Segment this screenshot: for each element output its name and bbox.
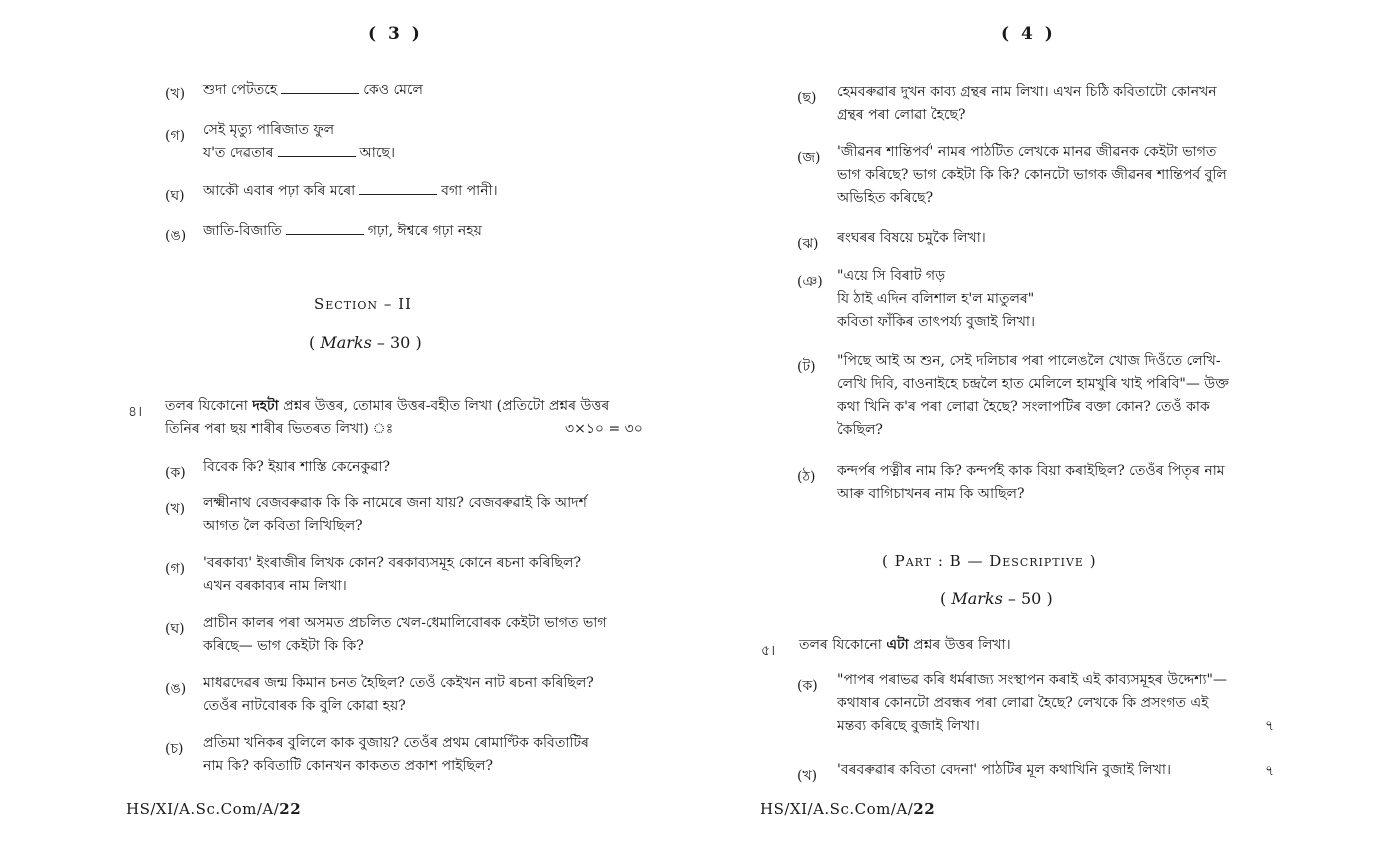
question-item: কন্দৰ্পৰ পত্নীৰ নাম কি? কন্দৰ্পই কাক বিয়া কৰাইছিল? তেওঁৰ পিতৃৰ নাম আৰু বাগিচাখনৰ নাম কি আছিল? [837, 463, 1225, 502]
item-label: (ঘ) [165, 621, 185, 637]
question-item: হেমবৰুৱাৰ দুখন কাব্য গ্ৰন্থৰ নাম লিখা। এখন চিঠি কবিতাটো কোনখন গ্ৰন্থৰ পৰা লোৱা হৈছে? [837, 84, 1217, 123]
question-item: লক্ষ্মীনাথ বেজবৰুৱাক কি কি নামেৰে জনা যায়? বেজবৰুৱাই কি আদৰ্শ আগত লৈ কবিতা লিখিছিল? [203, 495, 587, 534]
item-label: (গ) [165, 561, 186, 577]
question-item: 'বৰবৰুৱাৰ কবিতা বেদনা' পাঠটিৰ মূল কথাখিনি বুজাই লিখা। [837, 762, 1171, 778]
fill-in-item: আকৌ এবাৰ পঢ়া কৰি মৰো বগা পানী। [203, 183, 498, 199]
question-instruction: তলৰ যিকোনো এটা প্ৰশ্নৰ উত্তৰ লিখা। [799, 637, 1011, 653]
blank-line [281, 82, 359, 94]
question-item: বিবেক কি? ইয়াৰ শাস্তি কেনেকুৱা? [203, 459, 391, 475]
item-label: (ঙ) [165, 228, 187, 244]
item-label: (ঝ) [797, 236, 819, 252]
fill-in-item: সেই মৃত্যু পাৰিজাত ফুল য'ত দেৱতাৰ আছে। [203, 122, 395, 161]
fill-in-item: শুদা পেটতহে কেও মেলে [203, 82, 423, 98]
question-item: 'জীৱনৰ শান্তিপৰ্ব' নামৰ পাঠটিত লেখকে মানৱ জীৱনক কেইটা ভাগত ভাগ কৰিছে? ভাগ কেইটা কি কি? কোনটো ভাগক জীৱনৰ শান্তিপৰ্ব বুলি অভিহিত কৰিছে? [837, 144, 1227, 206]
question-item: "এয়ে সি বিৰাট গড় যি ঠাই এদিন বলিশাল হ'ল মাতুলৰ" কবিতা ফাঁকিৰ তাৎপৰ্য্য বুজাই লিখা। [837, 268, 1035, 330]
question-item: মাধৱদেৱৰ জন্ম কিমান চনত হৈছিল? তেওঁ কেইখন নাট ৰচনা কৰিছিল? তেওঁৰ নাটবোৰক কি বুলি কোৱা হয়? [203, 675, 594, 714]
page-number: ( 4 ) [1001, 24, 1056, 44]
item-label: (ক) [797, 678, 818, 694]
item-label: (চ) [165, 741, 184, 757]
part-marks: ( Marks – 50 ) [940, 589, 1053, 608]
item-label: (খ) [165, 501, 186, 517]
question-item: ৰংঘৰৰ বিষয়ে চমুকৈ লিখা। [837, 230, 986, 246]
part-title: ( Part : B — Descriptive ) [882, 552, 1097, 570]
item-label: (ঠ) [797, 469, 816, 485]
item-label: (জ) [797, 150, 821, 166]
item-label: (খ) [797, 768, 818, 784]
section-title: Section – II [314, 295, 412, 313]
item-label: (গ) [165, 128, 186, 144]
question-item: প্ৰতিমা খনিকৰ বুলিলে কাক বুজায়? তেওঁৰ প্ৰথম ৰোমাণ্টিক কবিতাটিৰ নাম কি? কবিতাটি কোনখন কাকতত প্ৰকাশ পাইছিল? [203, 735, 589, 774]
blank-line [359, 183, 437, 195]
page-footer: HS/XI/A.Sc.Com/A/22 [126, 800, 302, 818]
question-item: "পাপৰ পৰাভৱ কৰি ধৰ্মৰাজ্য সংস্থাপন কৰাই এই কাব্যসমূহৰ উদ্দেশ্য"— কথাষাৰ কোনটো প্ৰবন্ধৰ পৰা লোৱা হৈছে? লেখকে কি প্ৰসংগত এই মন্তব্য কৰিছে বুজাই লিখা। [837, 672, 1227, 734]
page-4 [700, 0, 1400, 850]
question-item: 'বৰকাব্য' ইংৰাজীৰ লিখক কোন? বৰকাব্যসমূহ কোনে ৰচনা কৰিছিল? এখন বৰকাব্যৰ নাম লিখা। [203, 555, 581, 594]
blank-line [278, 145, 356, 157]
item-label: (ক) [165, 465, 186, 481]
item-label: (ঘ) [165, 188, 185, 204]
item-label: (ঞ) [797, 274, 823, 290]
question-item: প্ৰাচীন কালৰ পৰা অসমত প্ৰচলিত খেল-ধেমালিবোৰক কেইটা ভাগত ভাগ কৰিছে— ভাগ কেইটা কি কি? [203, 615, 607, 654]
page-footer: HS/XI/A.Sc.Com/A/22 [760, 800, 936, 818]
item-label: (খ) [165, 86, 186, 102]
blank-line [286, 223, 364, 235]
page-number: ( 3 ) [368, 24, 423, 44]
fill-in-item: জাতি-বিজাতি গঢ়া, ঈশ্বৰে গঢ়া নহয় [203, 223, 482, 239]
section-marks: ( Marks – 30 ) [309, 333, 422, 352]
question-marks: ৩×১০ = ৩০ [565, 421, 643, 437]
item-label: (ট) [797, 359, 816, 375]
item-marks: ৭ [1265, 718, 1275, 734]
item-label: (ছ) [797, 90, 817, 106]
question-number: ৫। [761, 643, 776, 659]
item-marks: ৭ [1265, 763, 1275, 779]
question-instruction: তলৰ যিকোনো দহটা প্ৰশ্নৰ উত্তৰ, তোমাৰ উত্তৰ-বহীত লিখা (প্ৰতিটো প্ৰশ্নৰ উত্তৰ তিনিৰ পৰা ছয় শাৰীৰ ভিতৰত লিখা) ঃ [165, 398, 610, 437]
question-number: ৪। [128, 404, 143, 420]
item-label: (ঙ) [165, 681, 187, 697]
question-item: "পিছে আই অ শুন, সেই দলিচাৰ পৰা পালেঙলৈ খোজ দিওঁতে লেখি- লেখি দিবি, বাওনাইহে চন্দ্ৰলৈ হাত মেলিলে হামখুৰি খাই পৰিবি"— উক্ত কথা খিনি ক'ৰ পৰা লোৱা হৈছে? সংলাপটিৰ বক্তা কোন? তেওঁ কাক কৈছিল? [837, 353, 1229, 438]
